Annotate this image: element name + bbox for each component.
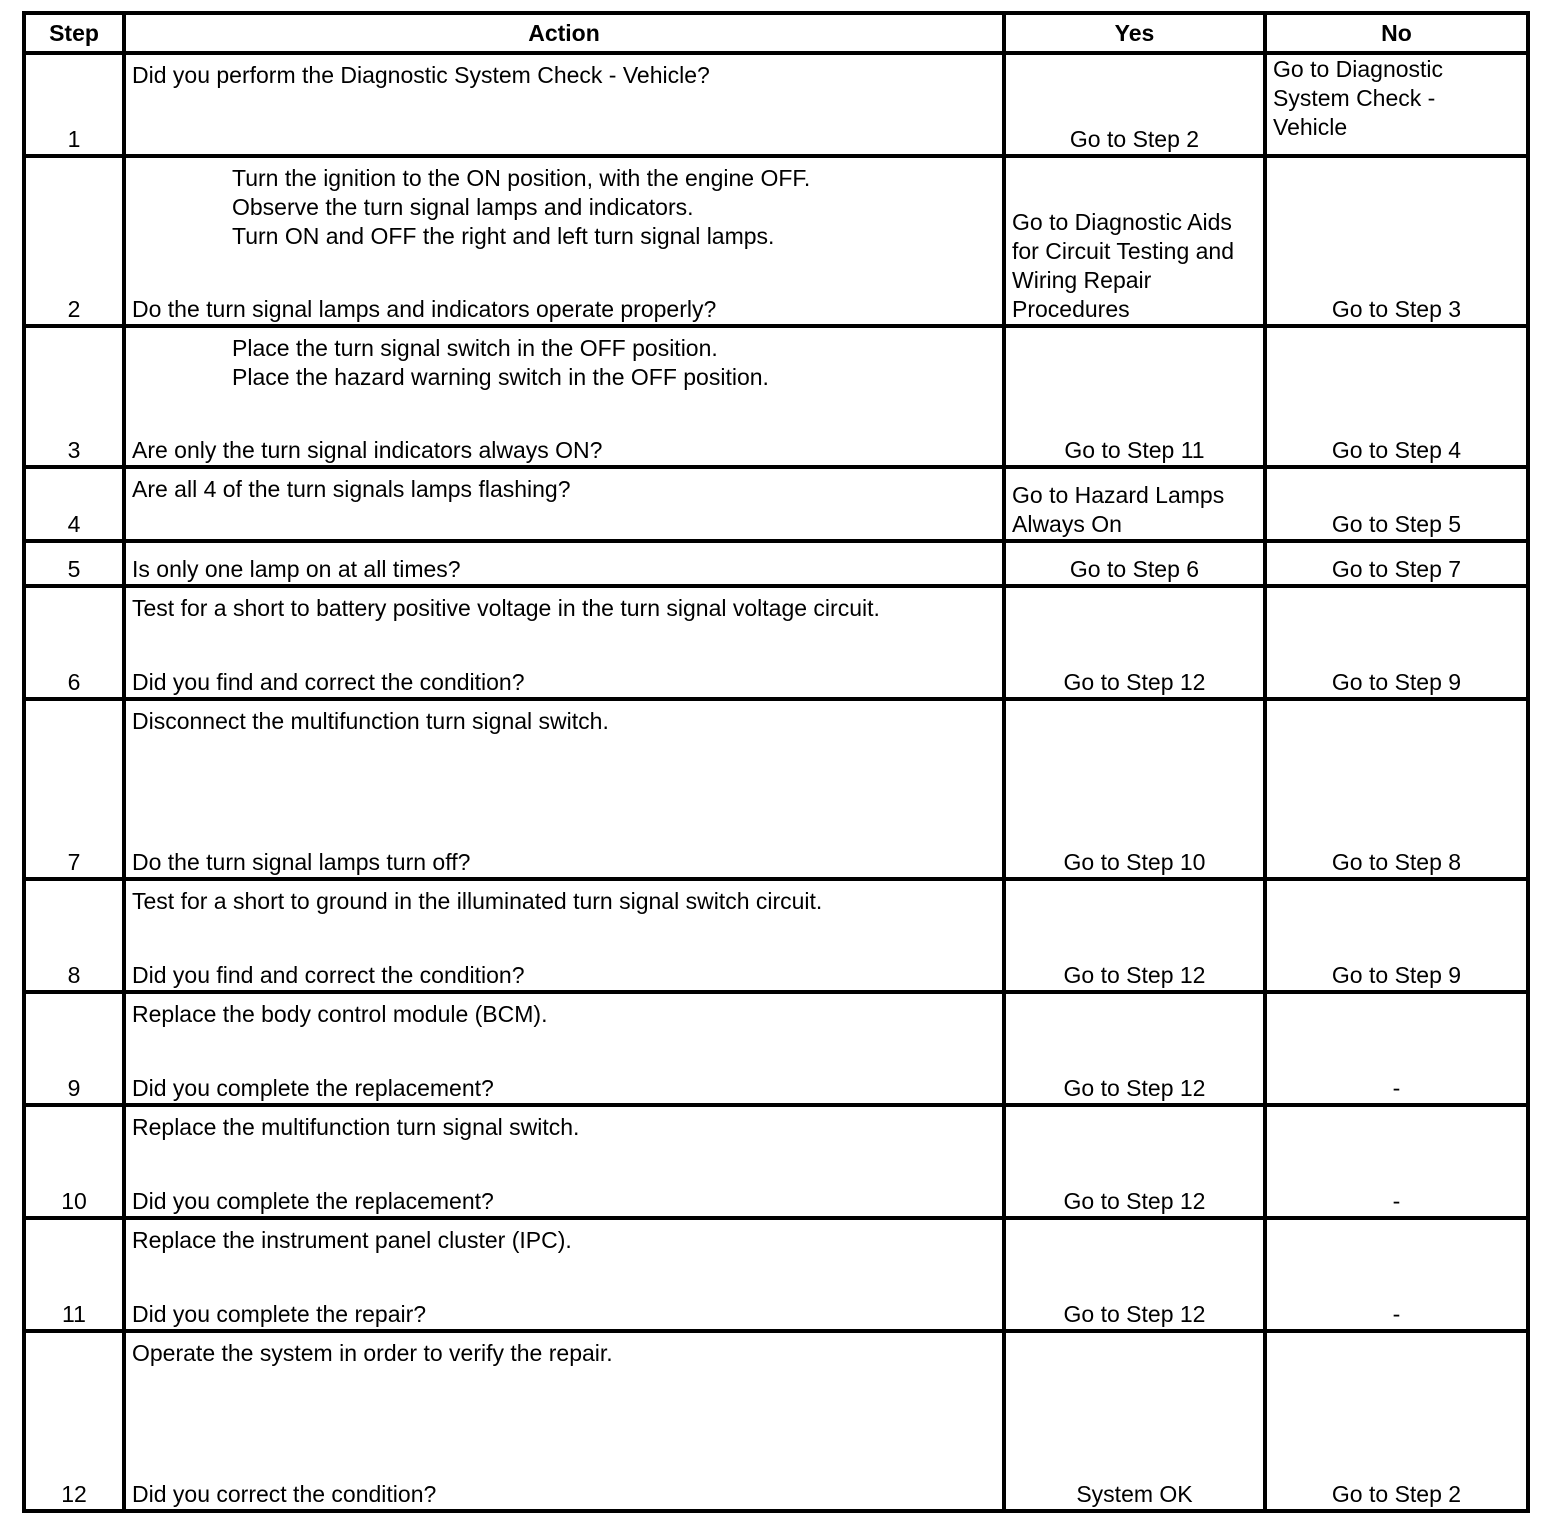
no-text: - — [1392, 1301, 1401, 1327]
step-number: 7 — [24, 699, 124, 879]
action-question: Do the turn signal lamps turn off? — [132, 849, 471, 875]
no-text: Go to Step 7 — [1331, 556, 1462, 582]
yes-text: Go to Hazard Lamps — [1012, 482, 1225, 508]
no-text: Go to Step 9 — [1331, 669, 1462, 695]
yes-text: Go to Step 12 — [1063, 962, 1206, 988]
yes-cell — [1004, 53, 1265, 156]
action-instructions — [132, 334, 996, 392]
action-question: Did you find and correct the condition? — [132, 669, 525, 695]
yes-cell — [1004, 156, 1265, 326]
no-text: Go to Diagnostic — [1273, 56, 1444, 82]
yes-cell — [1004, 1218, 1265, 1331]
action-instructions — [132, 164, 996, 251]
no-cell — [1265, 1218, 1528, 1331]
action-line: Test for a short to ground in the illuminated turn signal switch circuit. — [132, 888, 823, 914]
header-no: No — [1265, 13, 1528, 53]
no-text: Go to Step 3 — [1331, 296, 1462, 322]
action-line: Disconnect the multifunction turn signal switch. — [132, 708, 609, 734]
action-question: Did you complete the replacement? — [132, 1188, 494, 1214]
table-row — [24, 156, 1528, 326]
table-row — [24, 1105, 1528, 1218]
yes-text: Go to Step 12 — [1063, 1188, 1206, 1214]
action-cell — [124, 1105, 1004, 1218]
action-cell — [124, 699, 1004, 879]
action-line: Place the turn signal switch in the OFF position. — [232, 335, 718, 361]
no-cell — [1265, 1105, 1528, 1218]
action-line: Replace the instrument panel cluster (IPC). — [132, 1227, 572, 1253]
action-question: Do the turn signal lamps and indicators operate properly? — [132, 296, 717, 322]
step-number: 5 — [24, 541, 124, 586]
header-row — [24, 13, 1528, 53]
step-number: 2 — [24, 156, 124, 326]
table-row — [24, 467, 1528, 541]
yes-cell — [1004, 326, 1265, 467]
header-yes: Yes — [1004, 13, 1265, 53]
header-step: Step — [24, 13, 124, 53]
table-row — [24, 53, 1528, 156]
action-question: Did you find and correct the condition? — [132, 962, 525, 988]
yes-text: Go to Step 6 — [1069, 556, 1200, 582]
action-question: Did you complete the repair? — [132, 1301, 427, 1327]
action-cell — [124, 326, 1004, 467]
no-text: Go to Step 9 — [1331, 962, 1462, 988]
action-question: Are all 4 of the turn signals lamps flashing? — [132, 476, 571, 502]
action-instructions — [132, 1113, 996, 1142]
yes-text: System OK — [1076, 1481, 1193, 1507]
action-instructions — [132, 1339, 996, 1368]
action-question: Are only the turn signal indicators always ON? — [132, 437, 603, 463]
action-question: Did you complete the replacement? — [132, 1075, 494, 1101]
action-line: Operate the system in order to verify the repair. — [132, 1340, 613, 1366]
diagnostic-table — [22, 11, 1530, 1513]
yes-text: Procedures — [1012, 296, 1130, 322]
yes-text: for Circuit Testing and — [1012, 238, 1235, 264]
no-cell — [1265, 541, 1528, 586]
step-number: 6 — [24, 586, 124, 699]
no-text: Go to Step 4 — [1331, 437, 1462, 463]
action-cell — [124, 541, 1004, 586]
step-number: 3 — [24, 326, 124, 467]
table-row — [24, 699, 1528, 879]
action-question: Did you correct the condition? — [132, 1481, 437, 1507]
yes-text: Go to Step 11 — [1064, 437, 1205, 463]
action-question: Did you perform the Diagnostic System Check - Vehicle? — [132, 62, 710, 88]
yes-cell — [1004, 879, 1265, 992]
action-instructions — [132, 1000, 996, 1029]
no-cell — [1265, 53, 1528, 156]
step-number: 1 — [24, 53, 124, 156]
no-text: Go to Step 5 — [1331, 511, 1462, 537]
yes-cell — [1004, 1331, 1265, 1511]
action-cell — [124, 879, 1004, 992]
action-cell — [124, 586, 1004, 699]
action-instructions — [132, 707, 996, 736]
no-cell — [1265, 467, 1528, 541]
action-line: Test for a short to battery positive voltage in the turn signal voltage circuit. — [132, 595, 880, 621]
table-row — [24, 1331, 1528, 1511]
no-cell — [1265, 586, 1528, 699]
no-cell — [1265, 699, 1528, 879]
no-text: Go to Step 2 — [1331, 1481, 1462, 1507]
action-line: Turn ON and OFF the right and left turn signal lamps. — [232, 223, 775, 249]
table-row — [24, 879, 1528, 992]
action-instructions — [132, 887, 996, 916]
action-instructions — [132, 594, 996, 623]
action-instructions — [132, 1226, 996, 1255]
action-cell — [124, 467, 1004, 541]
yes-text: Go to Step 2 — [1069, 126, 1200, 152]
action-line: Observe the turn signal lamps and indicators. — [232, 194, 694, 220]
no-text: Go to Step 8 — [1331, 849, 1462, 875]
yes-cell — [1004, 699, 1265, 879]
table-row — [24, 326, 1528, 467]
action-question: Is only one lamp on at all times? — [132, 556, 461, 582]
step-number: 9 — [24, 992, 124, 1105]
yes-cell — [1004, 992, 1265, 1105]
action-cell — [124, 156, 1004, 326]
table-row — [24, 992, 1528, 1105]
table-row — [24, 586, 1528, 699]
no-text: - — [1392, 1188, 1401, 1214]
step-number: 8 — [24, 879, 124, 992]
no-cell — [1265, 879, 1528, 992]
yes-text: Go to Step 10 — [1063, 849, 1206, 875]
yes-cell — [1004, 541, 1265, 586]
yes-cell — [1004, 1105, 1265, 1218]
table-row — [24, 541, 1528, 586]
action-line: Replace the body control module (BCM). — [132, 1001, 548, 1027]
action-cell — [124, 53, 1004, 156]
no-cell — [1265, 326, 1528, 467]
action-cell — [124, 1331, 1004, 1511]
yes-text: Wiring Repair — [1012, 267, 1152, 293]
yes-text: Go to Step 12 — [1063, 1301, 1206, 1327]
step-number: 12 — [24, 1331, 124, 1511]
no-text: System Check - — [1273, 85, 1436, 111]
action-line: Replace the multifunction turn signal switch. — [132, 1114, 580, 1140]
step-number: 11 — [24, 1218, 124, 1331]
step-number: 4 — [24, 467, 124, 541]
action-cell — [124, 1218, 1004, 1331]
table-row — [24, 1218, 1528, 1331]
no-cell — [1265, 1331, 1528, 1511]
no-text: Vehicle — [1273, 114, 1348, 140]
yes-text: Go to Step 12 — [1063, 1075, 1206, 1101]
header-action: Action — [124, 13, 1004, 53]
yes-text: Always On — [1012, 511, 1122, 537]
action-line: Place the hazard warning switch in the OFF position. — [232, 364, 769, 390]
no-cell — [1265, 992, 1528, 1105]
action-line: Turn the ignition to the ON position, with the engine OFF. — [232, 165, 811, 191]
no-text: - — [1392, 1075, 1401, 1101]
yes-cell — [1004, 467, 1265, 541]
yes-cell — [1004, 586, 1265, 699]
no-cell — [1265, 156, 1528, 326]
step-number: 10 — [24, 1105, 124, 1218]
yes-text: Go to Step 12 — [1063, 669, 1206, 695]
action-cell — [124, 992, 1004, 1105]
yes-text: Go to Diagnostic Aids — [1012, 209, 1232, 235]
